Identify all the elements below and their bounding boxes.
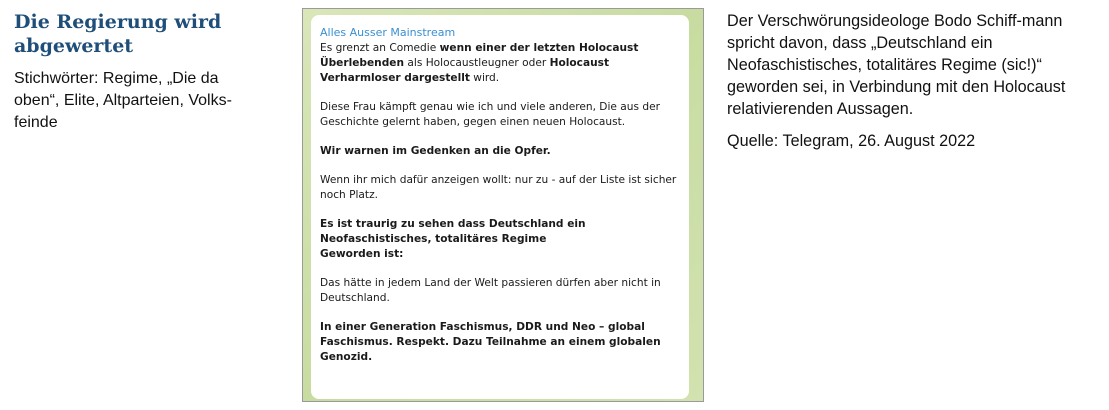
message-paragraph-3: Wir warnen im Gedenken an die Opfer. — [320, 145, 551, 157]
left-column — [14, 10, 254, 134]
message-paragraph-7: In einer Generation Faschismus, DDR und Neo – global Faschismus. Respekt. Dazu Teilnahme an einem globalen Genozid. — [320, 321, 661, 363]
message-bold-text: Es ist traurig zu sehen dass Deutschland ein Neofaschistisches, totalitäres Regime — [320, 218, 586, 245]
message-bold-text: wenn einer der letzten Holocaust Überlebenden — [320, 42, 639, 69]
message-paragraph-5 — [320, 217, 679, 262]
message-bubble — [311, 15, 689, 399]
message-bold-text: Geworden ist: — [320, 248, 404, 260]
message-text: Es grenzt an Comedie — [320, 42, 440, 54]
source-text: Quelle: Telegram, 26. August 2022 — [727, 132, 976, 150]
commentary-text: Der Verschwörungsideologe Bodo Schiff-mann spricht davon, dass „Deutschland ein Neofaschistisches, totalitäres Regime (sic!)“ geworden sei, in Verbindung mit den Holocaust relativierenden Aussagen. — [727, 12, 1066, 118]
message-text: als Holocaustleugner oder — [404, 57, 550, 69]
message-paragraph-6: Das hätte in jedem Land der Welt passieren dürfen aber nicht in Deutschland. — [320, 277, 661, 304]
sender-name[interactable]: Alles Ausser Mainstream — [320, 26, 456, 39]
telegram-screenshot — [302, 8, 704, 402]
right-column — [727, 10, 1099, 162]
message-paragraph-2: Diese Frau kämpft genau wie ich und viele anderen, Die aus der Geschichte gelernt haben, gegen einen neuen Holocaust. — [320, 101, 660, 128]
keywords-text: Stichwörter: Regime, „Die da oben“, Elite, Altparteien, Volks-feinde — [14, 70, 232, 131]
message-bold-text: Holocaust Verharmloser dargestellt — [320, 57, 610, 84]
headline: Die Regierung wird abgewertet — [14, 11, 222, 57]
message-text: wird. — [469, 72, 500, 84]
message-paragraph-4: Wenn ihr mich dafür anzeigen wollt: nur zu - auf der Liste ist sicher noch Platz. — [320, 174, 677, 201]
message-paragraph-1 — [320, 41, 679, 86]
